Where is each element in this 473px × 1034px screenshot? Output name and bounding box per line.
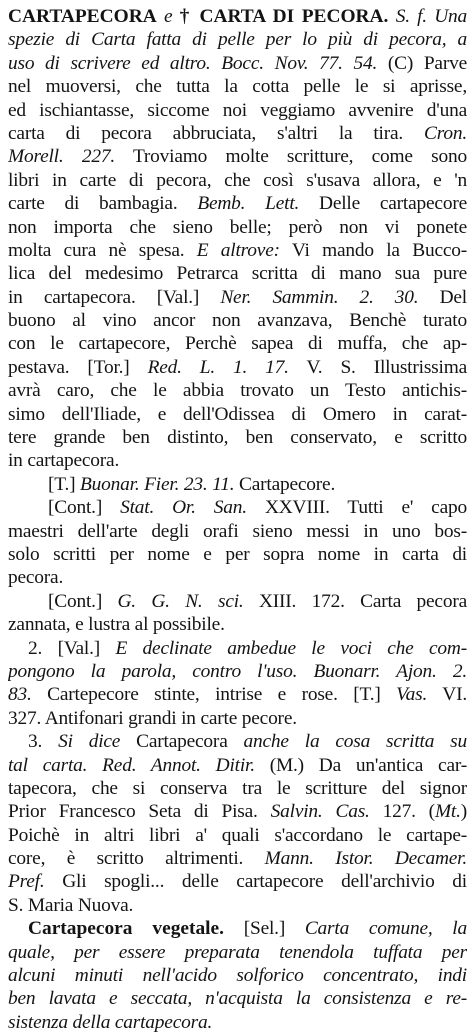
- body-text: XXVIII. Tutti e' capo: [246, 497, 467, 519]
- body-text: nel muoversi, che tutta la cotta pelle le si aprisse,: [8, 76, 467, 98]
- body-text: 2. [Val.]: [28, 637, 116, 659]
- body-text: V. S. Illustrissima: [288, 356, 467, 378]
- entry-line: [8, 543, 467, 566]
- body-text: (M.) Da un'antica car-: [254, 754, 467, 776]
- entry-line: [8, 426, 467, 449]
- italic-text: Mann. Istor. Decamer.: [264, 848, 467, 870]
- headword: CARTAPECORA: [8, 6, 157, 27]
- headword: Cartapecora vegetale.: [28, 918, 224, 940]
- body-text: buono al vino ancor non avanzava, Benchè turato: [8, 310, 467, 332]
- entry-line: [8, 824, 467, 847]
- italic-text: 83.: [8, 684, 32, 706]
- italic-text: Cron.: [424, 122, 467, 144]
- body-text: pecora.: [8, 567, 64, 589]
- entry-line: [8, 52, 467, 75]
- body-text: Del: [418, 286, 467, 308]
- body-text: Cartapecore.: [234, 473, 336, 495]
- body-text: 3.: [28, 731, 59, 753]
- italic-text: Buonar. Fier. 23. 11.: [80, 473, 235, 495]
- body-text: [Cont.]: [48, 590, 118, 612]
- italic-text: Vas.: [396, 684, 428, 706]
- italic-text: G. G. N. sci.: [117, 590, 244, 612]
- italic-text: E declinate ambedue le voci che com-: [115, 637, 467, 659]
- entry-line: [8, 403, 467, 426]
- italic-text: Morell. 227.: [8, 146, 115, 168]
- body-text: ): [460, 801, 467, 823]
- body-text: carta di pecora abbruciata, s'altri la tira.: [8, 122, 424, 144]
- entry-line: [8, 987, 467, 1010]
- body-text: libri in carte di pecora, che così s'usava allora, e 'n: [8, 169, 467, 191]
- body-text: VI.: [427, 684, 467, 706]
- body-text: [Cont.]: [48, 497, 121, 519]
- entry-line: [8, 99, 467, 122]
- italic-text: pongono la parola, contro l'uso. Buonarr. Ajon. 2.: [8, 660, 467, 682]
- entry-line: [8, 309, 467, 332]
- entry-line: [8, 75, 467, 98]
- body-text: [Sel.]: [224, 918, 305, 940]
- dictionary-entry-cartapecora: [8, 5, 467, 1034]
- body-text: solo scritti per nome e per sopra nome in carta di: [8, 543, 467, 565]
- entry-line: [8, 941, 467, 964]
- italic-text: e: [156, 6, 180, 27]
- italic-text: S. f. Una: [388, 6, 467, 27]
- body-text: tere grande ben distinto, ben conservato, e scritto: [8, 427, 467, 449]
- entry-line: [8, 192, 467, 215]
- entry-line: [8, 169, 467, 192]
- entry-line: [8, 449, 467, 472]
- entry-line: [8, 239, 467, 262]
- body-text: core, è scritto altrimenti.: [8, 848, 265, 870]
- italic-text: spezie di Carta fatta di pelle per lo più di pecora, a: [8, 29, 467, 51]
- italic-text: Carta comune, la: [304, 918, 467, 940]
- body-text: Delle cartapecore: [299, 193, 467, 215]
- body-text: XIII. 172. Carta pecora: [243, 590, 467, 612]
- italic-text: Red. L. 1. 17.: [147, 356, 289, 378]
- entry-line: [8, 964, 467, 987]
- body-text: [T.]: [48, 473, 81, 495]
- body-text: tapecora, che si conserva tra le scritture del signor: [8, 777, 467, 799]
- entry-line: [8, 28, 467, 51]
- entry-line: [8, 707, 467, 730]
- entry-line: [8, 870, 467, 893]
- italic-text: Salvin. Cas.: [270, 801, 370, 823]
- entry-line: [8, 683, 467, 706]
- body-text: in cartapecora.: [8, 450, 120, 472]
- body-text: Cartapecora: [120, 731, 244, 753]
- body-text: lica del medesimo Petrarca scritta di mano sua pure: [8, 263, 467, 285]
- body-text: Troviamo molte scritture, come sono: [114, 146, 467, 168]
- entry-line: [8, 613, 467, 636]
- body-text: Poichè in altri libri a' quali s'accordano le cartape-: [8, 824, 467, 846]
- entry-line: [8, 496, 467, 519]
- italic-text: Pref.: [8, 871, 45, 893]
- body-text: maestri dell'arte degli orafi sieno messi in uno bos-: [8, 520, 467, 542]
- body-text: pestava. [Tor.]: [8, 356, 148, 378]
- entry-line: [8, 332, 467, 355]
- entry-line: [8, 754, 467, 777]
- entry-line: [8, 1011, 467, 1034]
- italic-text: uso di scrivere ed altro. Bocc. Nov. 77. 54.: [8, 52, 378, 74]
- entry-line: [8, 590, 467, 613]
- entry-line: [8, 473, 467, 496]
- entry-line: [8, 566, 467, 589]
- body-text: zannata, e lustra al possibile.: [8, 614, 225, 636]
- entry-line: [8, 5, 467, 28]
- entry-line: [8, 917, 467, 940]
- italic-text: Bemb. Lett.: [197, 193, 300, 215]
- headword: † CARTA DI PECORA.: [179, 6, 389, 27]
- body-text: ed ischiantasse, siccome noi veggiamo avvenire d'una: [8, 99, 467, 121]
- entry-line: [8, 379, 467, 402]
- entry-line: [8, 800, 467, 823]
- body-text: 127. (: [369, 801, 435, 823]
- body-text: 327. Antifonari grandi in carte pecore.: [8, 707, 297, 729]
- italic-text: tal carta. Red. Annot. Ditir.: [8, 754, 255, 776]
- italic-text: alcuni minuti nell'acido solforico concentrato, indi: [8, 965, 467, 987]
- body-text: Vi mando la Bucco-: [279, 239, 467, 261]
- entry-line: [8, 262, 467, 285]
- entry-line: [8, 122, 467, 145]
- body-text: (C) Parve: [377, 52, 467, 74]
- italic-text: Si dice: [58, 731, 121, 753]
- entry-line: [8, 777, 467, 800]
- body-text: in cartapecora. [Val.]: [8, 286, 221, 308]
- italic-text: Stat. Or. San.: [120, 497, 247, 519]
- body-text: avrà caro, che le abbia trovato un Testo antichis-: [8, 380, 467, 402]
- body-text: non importa che sieno belle; però non vi ponete: [8, 216, 467, 238]
- body-text: Prior Francesco Seta di Pisa.: [8, 801, 271, 823]
- body-text: Cartepecore stinte, intrise e rose. [T.]: [31, 684, 397, 706]
- italic-text: anche la cosa scritta su: [243, 731, 467, 753]
- entry-line: [8, 894, 467, 917]
- entry-line: [8, 847, 467, 870]
- body-text: S. Maria Nuova.: [8, 894, 134, 916]
- entry-line: [8, 286, 467, 309]
- entry-line: [8, 216, 467, 239]
- entry-line: [8, 356, 467, 379]
- italic-text: sistenza della cartapecora.: [8, 1011, 213, 1033]
- italic-text: ben lavata e seccata, n'acquista la consistenza e re-: [8, 988, 467, 1010]
- italic-text: Ner. Sammin. 2. 30.: [220, 286, 419, 308]
- italic-text: E altrove:: [196, 239, 280, 261]
- italic-text: quale, per essere preparata tenendola tuffata per: [8, 941, 467, 963]
- entry-line: [8, 637, 467, 660]
- body-text: Gli spogli... delle cartapecore dell'archivio di: [44, 871, 467, 893]
- italic-text: Mt.: [434, 801, 461, 823]
- entry-line: [8, 520, 467, 543]
- body-text: carte di bambagia.: [8, 193, 198, 215]
- entry-line: [8, 730, 467, 753]
- entry-line: [8, 660, 467, 683]
- entry-line: [8, 145, 467, 168]
- body-text: molta cura nè spesa.: [8, 239, 197, 261]
- body-text: simo dell'Iliade, e dell'Odissea di Omero in carat-: [8, 403, 467, 425]
- body-text: con le cartapecore, Perchè sapea di muffa, che ap-: [8, 333, 467, 355]
